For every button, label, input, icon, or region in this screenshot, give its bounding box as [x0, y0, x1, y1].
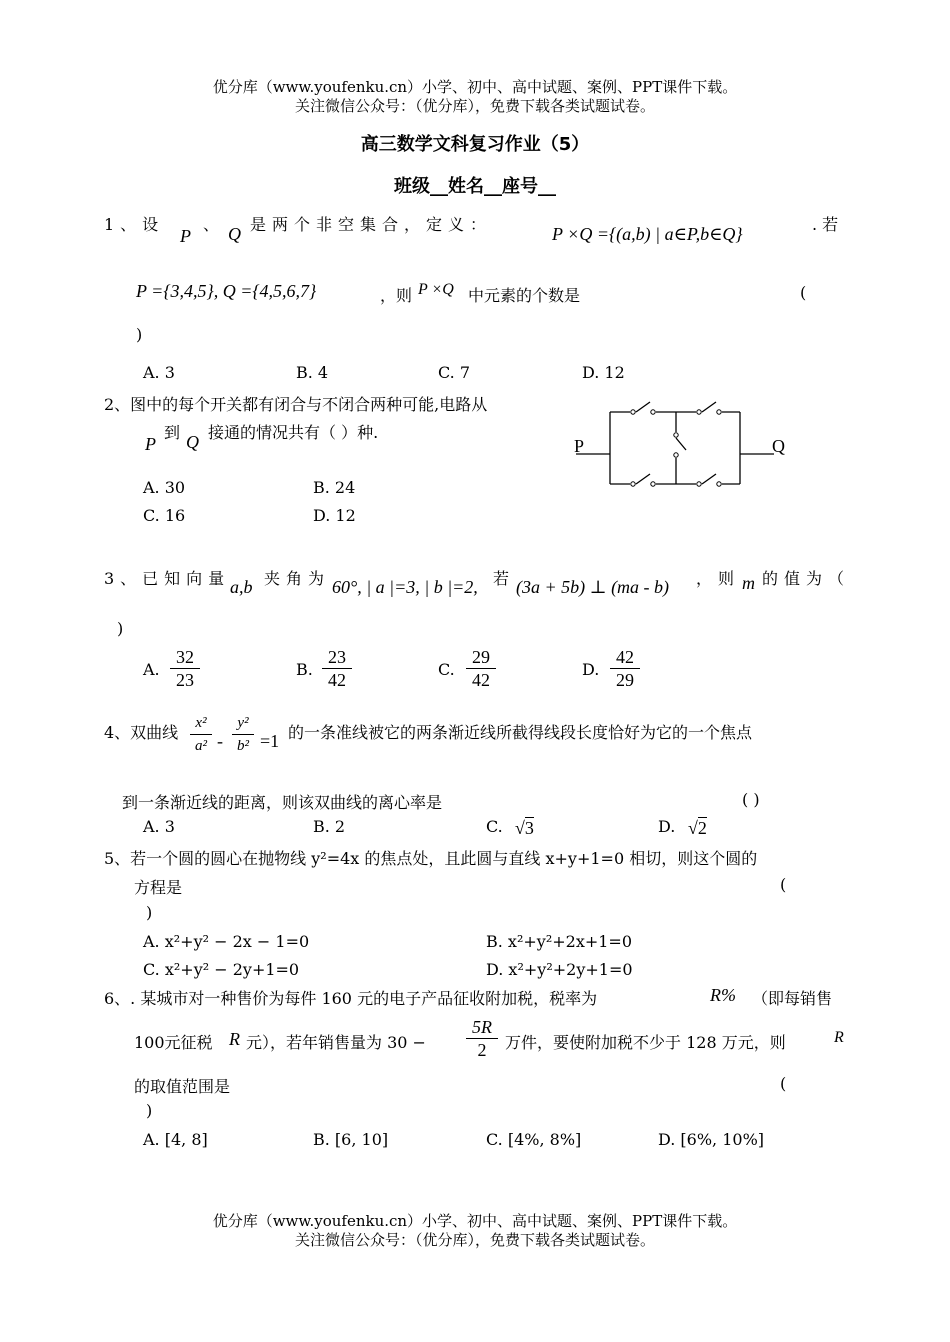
q6-symbol-r: R — [229, 1029, 240, 1049]
q4-eq: =1 — [260, 731, 280, 751]
q1-paren-open: ( — [800, 283, 807, 302]
q3-option-c-den: 42 — [472, 670, 490, 690]
q5-option-b: B. x²+y²+2x+1=0 — [486, 932, 633, 951]
q3-option-a-den: 23 — [176, 670, 194, 690]
q1-symbol-p: P — [180, 226, 191, 246]
page-title: 高三数学文科复习作业（5） — [360, 134, 590, 155]
q6-paren-close: ) — [146, 1101, 153, 1120]
circuit-label-q: Q — [772, 436, 785, 456]
q6-line-2a: 100元征税 — [134, 1033, 213, 1052]
q3-text-b: 夹角为 — [264, 569, 331, 588]
q3-condition: 60°, | a |=3, | b |=2, — [332, 577, 478, 597]
q2-symbol-p: P — [145, 434, 156, 454]
q4-y-den: b² — [237, 738, 249, 754]
q1-option-b: B. 4 — [296, 363, 329, 382]
q3-option-d-label: D. — [582, 660, 600, 679]
q3-symbol-m: m — [742, 573, 755, 593]
q1-paren-close: ) — [136, 325, 143, 344]
q3-vectors: a,b — [230, 577, 253, 597]
q4-number: 4、双曲线 — [104, 723, 179, 742]
circuit-label-p: P — [574, 436, 585, 456]
q6-line-1b: （即每销售 — [752, 989, 833, 1008]
q4-x-num: x² — [190, 712, 212, 735]
q4-y-num: y² — [232, 712, 254, 735]
q1-option-a: A. 3 — [143, 363, 175, 382]
q1-sep: 、 — [203, 215, 220, 234]
page-subtitle: 班级__姓名__座号__ — [394, 176, 556, 197]
q1-option-c: C. 7 — [438, 363, 471, 382]
q4-option-a: A. 3 — [143, 817, 175, 836]
q6-symbol-r2: R — [834, 1029, 844, 1046]
q1-option-d: D. 12 — [582, 363, 625, 382]
q5-option-c: C. x²+y² − 2y+1=0 — [143, 960, 300, 979]
q1-sets: P ={3,4,5}, Q ={4,5,6,7} — [136, 281, 317, 301]
q1-text-a: 1、设 — [104, 215, 165, 234]
q6-line-3: 的取值范围是 — [134, 1077, 231, 1096]
q5-line-2: 方程是 — [134, 878, 183, 897]
q4-option-c-sqrt: √3 — [515, 818, 534, 838]
switch-top-1 — [636, 402, 650, 412]
q3-option-b-label: B. — [296, 660, 313, 679]
q2-symbol-q: Q — [186, 432, 199, 452]
switch-top-2 — [702, 402, 716, 412]
q6-option-c: C. [4%, 8%] — [486, 1130, 582, 1149]
q4-minus: - — [217, 731, 223, 751]
q3-option-d-fraction — [610, 646, 640, 691]
q3-option-d-num: 42 — [610, 646, 640, 669]
q3-option-b-fraction — [322, 646, 352, 691]
q4-paren: ( ) — [742, 790, 760, 809]
header-line-1: 优分库（www.youfenku.cn）小学、初中、高中试题、案例、PPT课件下载。 — [212, 78, 738, 96]
q3-text-c: 若 — [493, 569, 510, 588]
q4-option-d-radicand: 2 — [697, 818, 707, 838]
q5-line-1: 5、若一个圆的圆心在抛物线 y²=4x 的焦点处，且此圆与直线 x+y+1=0 相切，则这个圆的 — [104, 849, 758, 868]
q2-option-a: A. 30 — [143, 478, 186, 497]
q4-text-b: 到一条渐近线的距离，则该双曲线的离心率是 — [122, 793, 443, 812]
switch-bottom-2 — [702, 474, 716, 484]
q1-definition: P ×Q ={(a,b) | a∈P,b∈Q} — [552, 224, 743, 244]
q2-line-1: 2、图中的每个开关都有闭合与不闭合两种可能,电路从 — [104, 395, 488, 414]
q1-text-d: ，则 — [380, 286, 413, 305]
q6-paren-open: ( — [780, 1074, 787, 1093]
q6-fraction — [466, 1016, 498, 1061]
q6-rate: R% — [710, 985, 736, 1005]
q3-option-c-label: C. — [438, 660, 455, 679]
q6-line-2b: 元），若年销售量为 30 − — [246, 1033, 426, 1052]
q3-perp: (3a + 5b) ⊥ (ma - b) — [516, 577, 670, 597]
q2-line-2: 接通的情况共有（ ）种. — [208, 423, 379, 442]
q5-option-a: A. x²+y² − 2x − 1=0 — [143, 932, 310, 951]
q4-option-b: B. 2 — [313, 817, 346, 836]
header-line-2: 关注微信公众号：（优分库），免费下载各类试题试卷。 — [294, 97, 655, 115]
circuit-diagram — [574, 396, 794, 496]
q1-text-e: 中元素的个数是 — [468, 286, 581, 305]
q3-option-a-label: A. — [143, 660, 160, 679]
q5-option-d: D. x²+y²+2y+1=0 — [486, 960, 633, 979]
switch-middle — [676, 438, 686, 450]
q4-x-den: a² — [195, 738, 207, 754]
q4-y-fraction — [232, 712, 254, 757]
q3-paren-close: ) — [117, 619, 124, 638]
q6-fraction-den: 2 — [477, 1040, 487, 1060]
q1-symbol-q: Q — [228, 224, 241, 244]
q6-option-b: B. [6, 10] — [313, 1130, 389, 1149]
q3-option-b-num: 23 — [322, 646, 352, 669]
q5-paren-close: ) — [146, 903, 153, 922]
q3-option-c-fraction — [466, 646, 496, 691]
q1-text-b: 是两个非空集合，定义： — [250, 215, 493, 234]
q3-option-a-fraction — [170, 646, 200, 691]
footer-line-1: 优分库（www.youfenku.cn）小学、初中、高中试题、案例、PPT课件下载。 — [212, 1212, 738, 1230]
q3-option-c-num: 29 — [466, 646, 496, 669]
q3-text-a: 3、已知向量 — [104, 569, 231, 588]
q3-option-b-den: 42 — [328, 670, 346, 690]
q4-x-fraction — [190, 712, 212, 757]
q5-paren-open: ( — [780, 875, 787, 894]
q2-option-c: C. 16 — [143, 506, 186, 525]
q4-text-a: 的一条准线被它的两条渐近线所截得线段长度恰好为它的一个焦点 — [288, 723, 753, 742]
switch-bottom-1 — [636, 474, 650, 484]
q3-option-d-den: 29 — [616, 670, 634, 690]
q2-option-b: B. 24 — [313, 478, 356, 497]
q1-text-c: . 若 — [812, 215, 839, 234]
q4-option-d-sqrt: √2 — [688, 818, 707, 838]
q6-line-2c: 万件，要使附加税不少于 128 万元，则 — [505, 1033, 786, 1052]
q6-fraction-num: 5R — [466, 1016, 498, 1039]
q2-option-d: D. 12 — [313, 506, 356, 525]
footer-line-2: 关注微信公众号：（优分库），免费下载各类试题试卷。 — [294, 1231, 655, 1249]
q3-text-e: 的值为（ — [762, 569, 851, 588]
q4-option-c-radicand: 3 — [524, 818, 534, 838]
q1-pxq: P ×Q — [418, 281, 454, 298]
q2-to: 到 — [164, 423, 181, 442]
q6-line-1a: 6、. 某城市对一种售价为每件 160 元的电子产品征收附加税，税率为 — [104, 989, 598, 1008]
q3-text-d: ，则 — [696, 569, 741, 588]
q4-option-d: D. — [658, 817, 676, 836]
q6-option-a: A. [4, 8] — [143, 1130, 208, 1149]
q4-option-c: C. — [486, 817, 503, 836]
q6-option-d: D. [6%, 10%] — [658, 1130, 765, 1149]
q3-option-a-num: 32 — [170, 646, 200, 669]
circuit-svg — [574, 396, 794, 496]
